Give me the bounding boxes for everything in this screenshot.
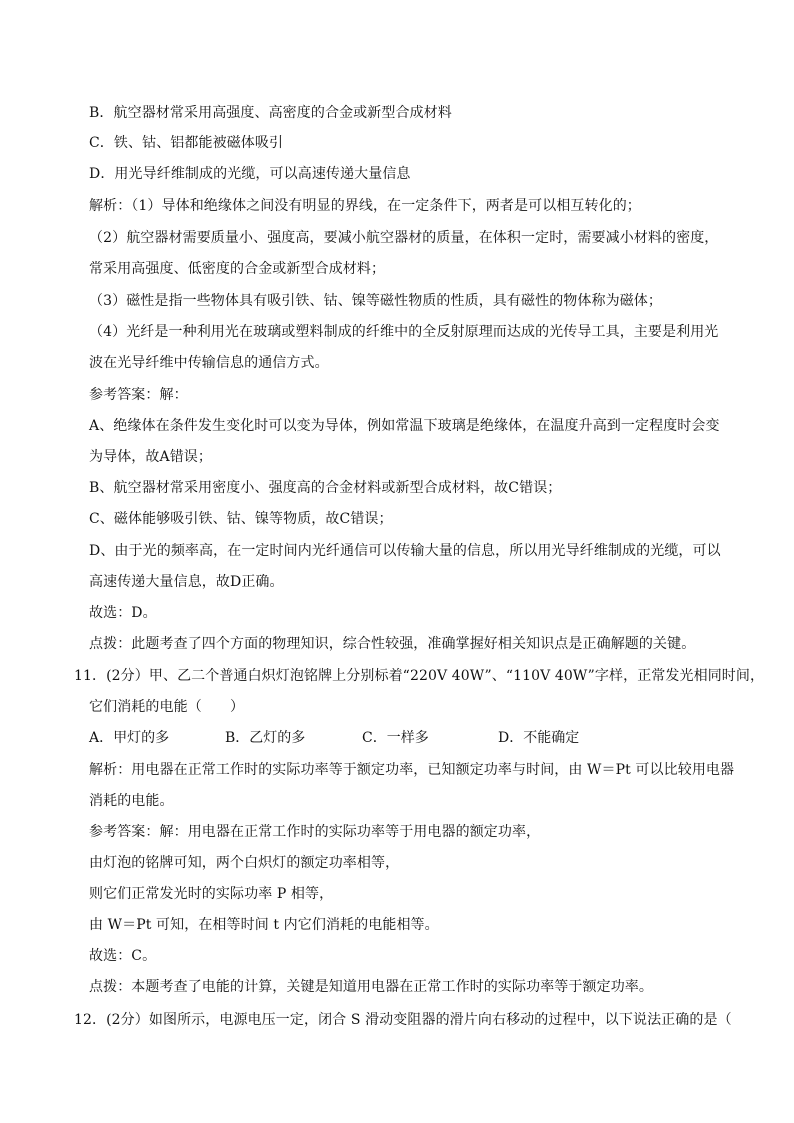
answer-choice: 故选：C。: [89, 948, 157, 964]
answer-line: D、由于光的频率高，在一定时间内光纤通信可以传输大量的信息，所以用光导纤维制成的光缆，可以: [89, 543, 721, 559]
answer-heading: 参考答案：解：: [89, 387, 188, 403]
answer-line: B、航空器材常采用密度小、强度高的合金材料或新型合成材料，故C错误；: [89, 480, 562, 496]
answer-line: C、磁体能够吸引铁、钴、镍等物质，故C错误；: [89, 511, 393, 527]
option-b-line: B．航空器材常采用高强度、高密度的合金或新型合成材料: [89, 105, 452, 121]
option-c: C．一样多: [362, 730, 429, 746]
analysis-line: 解析：（1）导体和绝缘体之间没有明显的界线，在一定条件下，两者是可以相互转化的；: [89, 198, 641, 214]
answer-line: 由 W＝Pt 可知，在相等时间 t 内它们消耗的电能相等。: [89, 917, 439, 933]
question-11-stem: 它们消耗的电能（ ）: [89, 699, 245, 715]
question-11-stem: 11．(2分）甲、乙二个普通白炽灯泡铭牌上分别标着“220V 40W”、“110V 40W”字样，正常发光相同时间，: [74, 668, 765, 684]
analysis-line: （2）航空器材需要质量小、强度高，要减小航空器材的质量，在体积一定时，需要减小材料的密度，: [89, 230, 719, 246]
option-a: A．甲灯的多: [89, 730, 170, 746]
answer-choice: 故选：D。: [89, 605, 157, 621]
option-c-line: C．铁、钴、铝都能被磁体吸引: [89, 135, 284, 151]
analysis-line: 常采用高强度、低密度的合金或新型合成材料；: [89, 261, 386, 277]
question-12-stem: 12．(2分）如图所示，电源电压一定，闭合 S 滑动变阻器的滑片向右移动的过程中，以下说法正确的是（: [74, 1012, 732, 1028]
analysis-line: 波在光导纤维中传输信息的通信方式。: [89, 355, 329, 371]
answer-line: 参考答案：解：用电器在正常工作时的实际功率等于用电器的额定功率，: [89, 824, 541, 840]
option-b: B．乙灯的多: [225, 730, 306, 746]
answer-line: A、绝缘体在条件发生变化时可以变为导体，例如常温下玻璃是绝缘体，在温度升高到一定程度时会变: [89, 418, 720, 434]
option-d-line: D．用光导纤维制成的光缆，可以高速传递大量信息: [89, 166, 411, 182]
option-d: D．不能确定: [498, 730, 580, 746]
remark-line: 点拨：本题考查了电能的计算，关键是知道用电器在正常工作时的实际功率等于额定功率。: [89, 979, 653, 995]
answer-line: 由灯泡的铭牌可知，两个白炽灯的额定功率相等，: [89, 855, 400, 871]
analysis-line: （4）光纤是一种利用光在玻璃或塑料制成的纤维中的全反射原理而达成的光传导工具，主要是利用光: [89, 324, 719, 340]
analysis-line: 解析：用电器在正常工作时的实际功率等于额定功率，已知额定功率与时间，由 W＝Pt 可以比较用电器: [89, 762, 735, 778]
remark-line: 点拨：此题考查了四个方面的物理知识，综合性较强，准确掌握好相关知识点是正确解题的关键。: [89, 636, 696, 652]
analysis-line: 消耗的电能。: [89, 793, 174, 809]
analysis-line: （3）磁性是指一些物体具有吸引铁、钴、镍等磁性物质的性质，具有磁性的物体称为磁体；: [89, 293, 663, 309]
answer-line: 则它们正常发光时的实际功率 P 相等，: [89, 886, 334, 902]
answer-line: 为导体，故A错误；: [89, 449, 213, 465]
answer-line: 高速传递大量信息，故D正确。: [89, 574, 284, 590]
